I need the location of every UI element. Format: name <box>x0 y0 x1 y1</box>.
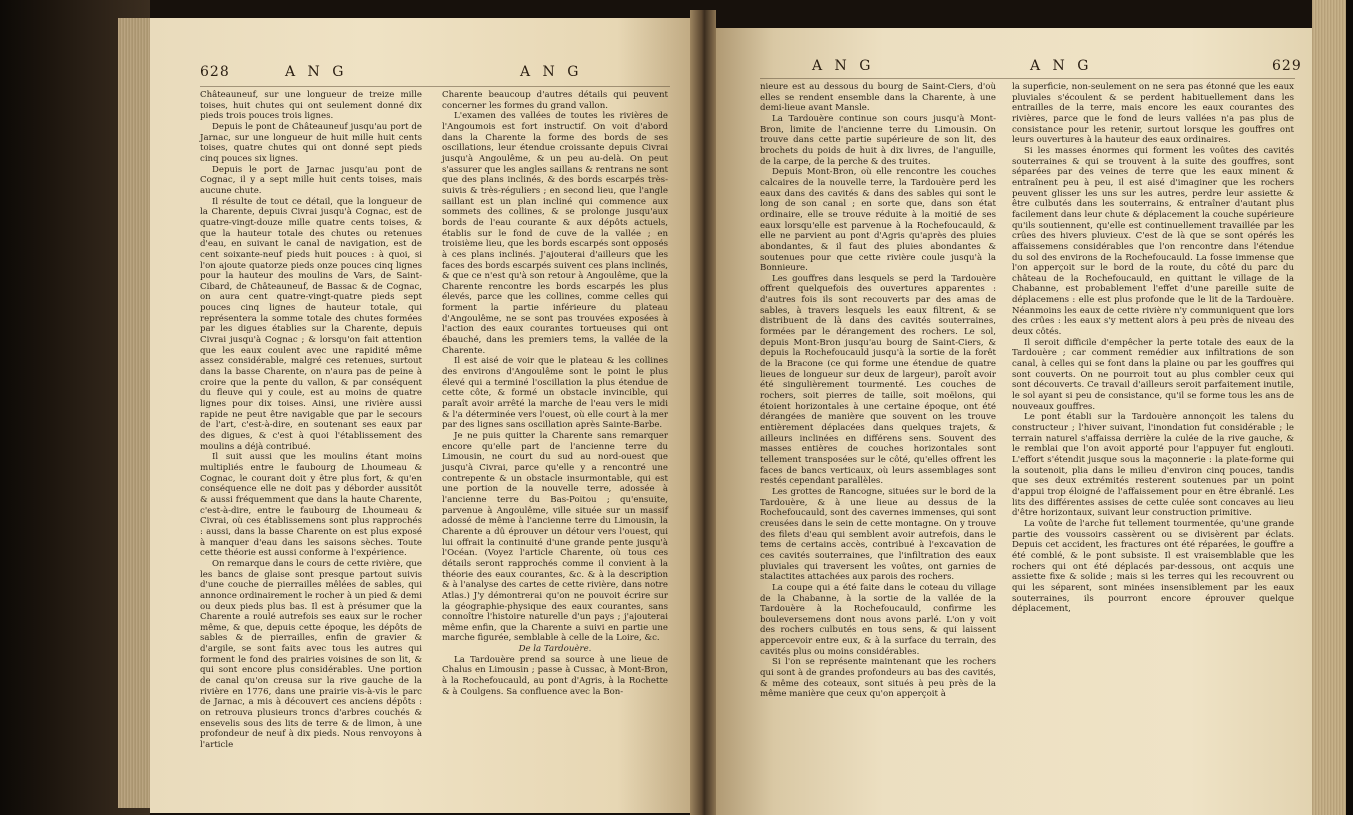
paragraph: Le pont établi sur la Tardouère annonçoit les talens du constructeur ; l'hiver suivant, l'inondation fut considérable ; le terrain naturel s'affaissa derrière la culée de la rive gauche, & le remblai que l'on avoit apporté pour l'appuyer fut englouti. L'effort s'étendit jusque sous la maçonnerie : la plate-forme qui la soutenoit, plia dans le milieu d'environ cinq pouces, tandis que ses deux extrémités resterent soutenues par un point d'appui trop éloigné de l'affaissement pour en être ébranlé. Les lits des différentes assises de cette culée sont concaves au lieu d'être horizontaux, suivant leur construction primitive. <box>1012 412 1294 519</box>
paragraph: Il suit aussi que les moulins étant moins multipliés entre le faubourg de Lhoumeau & Cognac, le courant doit y être plus fort, & qu'en conséquence elle ne doit pas y déborder aussitôt & aussi fréquemment que dans la haute Charente, c'est-à-dire, entre le faubourg de Lhoumeau & Civrai, où ces établissemens sont plus rapprochés : aussi, dans la basse Charente on est plus exposé à manquer d'eau dans les saisons sèches. Toute cette théorie est aussi conforme à l'expérience. <box>200 452 422 559</box>
paragraph: Châteauneuf, sur une longueur de treize mille toises, huit chutes qui ont seulement donné dix pieds trois pouces trois lignes. <box>200 90 422 122</box>
right-column-1 <box>760 82 996 812</box>
paragraph: Il seroit difficile d'empêcher la perte totale des eaux de la Tardouère ; car comment remédier aux infiltrations de son canal, à celles qui se font dans la plaine ou par les gouffres qui sont couverts. On ne pourroit tout au plus combler ceux qui sont découverts. Ce travail d'ailleurs seroit parfaitement inutile, le sol ayant si peu de consistance, qu'il se forme tous les ans de nouveaux gouffres. <box>1012 337 1294 412</box>
paragraph: L'examen des vallées de toutes les rivières de l'Angoumois est fort instructif. On voit d'abord dans la Charente la forme des bords de ses oscillations, leur étendue croissante depuis Civrai jusqu'à Angoulême, & un peu au-delà. On peut s'assurer que les angles saillans & rentrans ne sont que des plans inclinés, & des bords escarpés très-suivis & très-réguliers ; en second lieu, que l'angle saillant est un plan incliné qui commence aux sommets des collines, & se prolonge jusqu'aux bords de l'eau courante & aux dépôts actuels, établis sur le fond de cuve de la vallée ; en troisième lieu, que les bords escarpés sont opposés à ces plans inclinés. J'ajouterai d'ailleurs que les faces des bords escarpés suivent ces plans inclinés, & que ce n'est qu'à son retour à Angoulême, que la Charente rencontre les bords escarpés les plus élevés, parce que les collines, comme celles qui forment la partie inférieure du plateau d'Angoulême, ne se sont pas trouvées exposées à l'action des eaux courantes tortueuses qui ont ébauché, dans les premiers tems, la vallée de la Charente. <box>442 111 668 356</box>
right-running-head-2: A N G <box>1030 58 1093 74</box>
left-column-1 <box>200 90 422 810</box>
paragraph: La Tardouère continue son cours jusqu'à Mont-Bron, limite de l'ancienne terre du Limousin. On trouve dans cette partie supérieure de son lit, des brochets du poids de huit à dix livres, de l'anguille, de la carpe, de la perche & des truites. <box>760 113 996 167</box>
paragraph: La voûte de l'arche fut tellement tourmentée, qu'une grande partie des voussoirs cassèrent ou se divisèrent par éclats. Depuis cet accident, les fractures ont été réparées, le gouffre a été comblé, & le pont subsiste. Il est vraisemblable que les rochers qui ont été déplacés par-dessous, ont acquis une assiette fixe & solide ; mais si les terres qui les recouvrent ou qui les séparent, sont minées insensiblement par les eaux souterraines, ils pourront encore éprouver quelque déplacement, <box>1012 518 1294 615</box>
left-page-edges <box>118 18 154 808</box>
paragraph: Depuis le pont de Châteauneuf jusqu'au port de Jarnac, sur une longueur de huit mille huit cents toises, quatre chutes qui ont donné sept pieds cinq pouces six lignes. <box>200 121 422 164</box>
left-column-2 <box>442 90 668 810</box>
paragraph: La coupe qui a été faite dans le coteau du village de la Chabanne, à la sortie de la vallée de la Tardouère à la Rochefoucauld, confirme les bouleversemens dont nous avons parlé. L'on y voit des rochers culbutés en tous sens, & qui laissent appercevoir entre eux, & à la surface du terrain, des cavités plus ou moins considérables. <box>760 582 996 657</box>
right-page <box>700 28 1312 815</box>
paragraph: Si l'on se représente maintenant que les rochers qui sont à de grandes profondeurs au bas des cavités, & même des coteaux, sont situés à peu près de la même manière que ceux qu'on apperçoit à <box>760 657 996 700</box>
paragraph: Charente beaucoup d'autres détails qui peuvent concerner les formes du grand vallon. <box>442 90 668 111</box>
right-cover <box>1346 0 1353 815</box>
paragraph: Les grottes de Rancogne, situées sur le bord de la Tardouère, & à une lieue au dessus de la Rochefoucauld, sont des cavernes immenses, qui sont creusées dans le sein de cette montagne. On y trouve des filets d'eau qui semblent avoir autrefois, dans le tems de certains accès, contribué à l'excavation de ces cavités souterraines, que l'infiltration des eaux pluviales qui traversent les voûtes, ont garnies de stalactites attachées aux parois des rochers. <box>760 486 996 583</box>
paragraph: La Tardouère prend sa source à une lieue de Chalus en Limousin ; passe à Cussac, à Mont-Bron, à la Rochefoucauld, au pont d'Agris, à la Rochette & à Coulgens. Sa confluence avec la Bon- <box>442 654 668 697</box>
paragraph: Je ne puis quitter la Charente sans remarquer encore qu'elle part de l'ancienne terre du Limousin, ne court du sud au nord-ouest que jusqu'à Civrai, parce qu'elle y a rencontré une contrepente & un obstacle insurmontable, qui est une portion de la nouvelle terre, adossée à l'ancienne terre du Bas-Poitou ; qu'ensuite, parvenue à Angoulême, ville située sur un massif adossé de même à l'ancienne terre du Limousin, la Charente a dû éprouver un détour vers l'ouest, qui lui offrait la continuité d'une grande pente jusqu'à l'Océan. (Voyez l'article Charente, où tous ces détails seront rapprochés comme il convient à la théorie des eaux courantes, &c. & à la description & à l'analyse des cartes de cette rivière, dans notre Atlas.) J'y démontrerai qu'on ne pouvoit écrire sur la géographie-physique des eaux courantes, sans connoître l'histoire naturelle d'un pays ; j'ajouterai même enfin, que la Charente a suivi en partie une marche figurée, semblable à celle de la Loire, &c. <box>442 431 668 644</box>
left-running-head-2: A N G <box>520 64 583 80</box>
paragraph: Il résulte de tout ce détail, que la longueur de la Charente, depuis Civrai jusqu'à Cognac, est de quatre-vingt-douze mille quatre cents toises, & que la hauteur totale des chutes ou retenues d'eau, en suivant le canal de navigation, est de cent soixante-neuf pieds huit pouces : à quoi, si l'on ajoute quatorze pieds onze pouces cinq lignes pour la hauteur des moulins de Vars, de Saint-Cibard, de Châteauneuf, de Bassac & de Cognac, on aura cent quatre-vingt-quatre pieds sept pouces cinq lignes de hauteur totale, qui représentera la somme totale des chutes formées par les digues établies sur la Charente, depuis Civrai jusqu'à Cognac ; & lorsqu'on fait attention que les eaux coulent avec une rapidité même assez considérable, malgré ces retenues, surtout dans la basse Charente, on n'aura pas de peine à croire que la pente du vallon, & par conséquent du fleuve qui y coule, est au moins de quatre lignes pour dix toises. Ainsi, une rivière aussi rapide ne peut être navigable que par le secours de l'art, c'est-à-dire, en soutenant ses eaux par des digues, & c'est à quoi l'établissement des moulins a déjà contribué. <box>200 196 422 452</box>
right-page-edges <box>1312 0 1346 815</box>
paragraph: Les gouffres dans lesquels se perd la Tardouère offrent quelquefois des ouvertures apparentes : d'autres fois ils sont recouverts par des amas de sables, à travers lesquels les eaux filtrent, & se distribuent de là dans des cavités souterraines, formées par le dérangement des rochers. Le sol, depuis Mont-Bron jusqu'au bourg de Saint-Ciers, & depuis la Rochefoucauld jusqu'à la sortie de la forêt de la Bracone (ce qui forme une étendue de quatre lieues de longueur sur deux de largeur), paroît avoir été singulièrement tourmenté. Les couches de rochers, soit pierres de taille, soit moëlons, qui étoient horizontales à une certaine époque, ont été dérangées de manière que souvent on les trouve entièrement déplacées dans quelques trajets, & ailleurs inclinées en différens sens. Souvent des masses entières de couches horizontales sont tellement transposées sur le côté, qu'elles offrent les faces de bancs verticaux, où leurs assemblages sont restés cependant parallèles. <box>760 273 996 487</box>
right-column-2 <box>1012 58 1294 812</box>
paragraph: Si les masses énormes qui forment les voûtes des cavités souterraines & qui se trouvent à la suite des gouffres, sont séparées par des veines de terre que les eaux minent & entraînent peu à peu, il est aisé d'imaginer que les rochers peuvent glisser les uns sur les autres, perdre leur assiette & être culbutés dans les souterrains, & entraîner d'autant plus facilement dans leur chute & déplacement la couche supérieure qu'ils soutiennent, qu'elle est continuellement travaillée par les crûes des hivers pluvieux. C'est de là que se sont opérés les affaissemens considérables que l'on rencontre dans l'étendue du sol des environs de la Rochefoucauld. La fosse immense que l'on apperçoit sur le bord de la route, du côté du parc du château de la Rochefoucauld, en quittant le village de la Chabanne, est probablement l'effet d'une pareille suite de déplacemens : elle est plus profonde que le lit de la Tardouère. Néanmoins les eaux de cette rivière n'y communiquent que lors des crûes : les eaux s'y mettent alors à peu près de niveau des deux côtés. <box>1012 145 1294 338</box>
paragraph: Depuis Mont-Bron, où elle rencontre les couches calcaires de la nouvelle terre, la Tardouère perd les eaux dans des cavités & dans des sables qui sont le long de son canal ; en sorte que, dans son état ordinaire, elle se trouve réduite à la moitié de ses eaux lorsqu'elle est parvenue à la Rochefoucauld, & elle ne parvient au pont d'Agris qu'après des pluies abondantes, & il faut des pluies abondantes & soutenues pour que cette rivière coule jusqu'à la Bonnieure. <box>760 167 996 274</box>
paragraph: Depuis le port de Jarnac jusqu'au pont de Cognac, il y a sept mille huit cents toises, mais aucune chute. <box>200 164 422 196</box>
section-heading: De la Tardouère. <box>518 644 592 655</box>
book-gutter <box>690 10 716 815</box>
left-page <box>150 18 700 813</box>
right-page-number: 629 <box>1272 58 1302 74</box>
left-page-number: 628 <box>200 64 230 80</box>
left-running-head-1: A N G <box>285 64 348 80</box>
paragraph: nieure est au dessous du bourg de Saint-Ciers, d'où elles se rendent ensemble dans la Charente, à une demi-lieue avant Mansle. <box>760 82 996 114</box>
left-head-rule <box>200 86 670 87</box>
paragraph: la superficie, non-seulement on ne sera pas étonné que les eaux pluviales s'écoulent & se perdent habituellement dans les entrailles de la terre, mais encore les eaux courantes des rivières, parce que le fond de leurs vallées n'a pas plus de consistance pour les retenir, surtout lorsque les gouffres ont leurs ouvertures à la hauteur des eaux ordinaires. <box>1012 82 1294 146</box>
right-running-head-1: A N G <box>812 58 875 74</box>
paragraph: Il est aisé de voir que le plateau & les collines des environs d'Angoulême sont le point le plus élevé qui a terminé l'oscillation la plus étendue de cette côte, & formé un obstacle invincible, qui paraît avoir arrêté la marche de l'eau vers le midi & l'a déterminée vers l'ouest, où elle court à la mer par des lignes sans oscillation après Sainte-Barbe. <box>442 356 668 431</box>
paragraph: On remarque dans le cours de cette rivière, que les bancs de glaise sont presque partout suivis d'une couche de pierrailles mêlées de sables, qui annonce ordinairement le rocher à un pied & demi ou deux pieds plus bas. Il est à présumer que la Charente a roulé autrefois ses eaux sur le rocher même, & que, depuis cette époque, les dépôts de sables & de pierrailles, enfin de gravier & d'argile, se sont faits avec tous les autres qui forment le fond des prairies voisines de son lit, & qui sont encore plus considérables. Une portion de canal qu'on creusa sur la rive gauche de la rivière en 1776, dans une prairie vis-à-vis le parc de Jarnac, a mis à découvert ces anciens dépôts : on retrouva plusieurs troncs d'arbres couchés & ensevelis sous des lits de terre & de limon, à une profondeur de neuf à dix pieds. Nous renvoyons à l'article <box>200 558 422 751</box>
